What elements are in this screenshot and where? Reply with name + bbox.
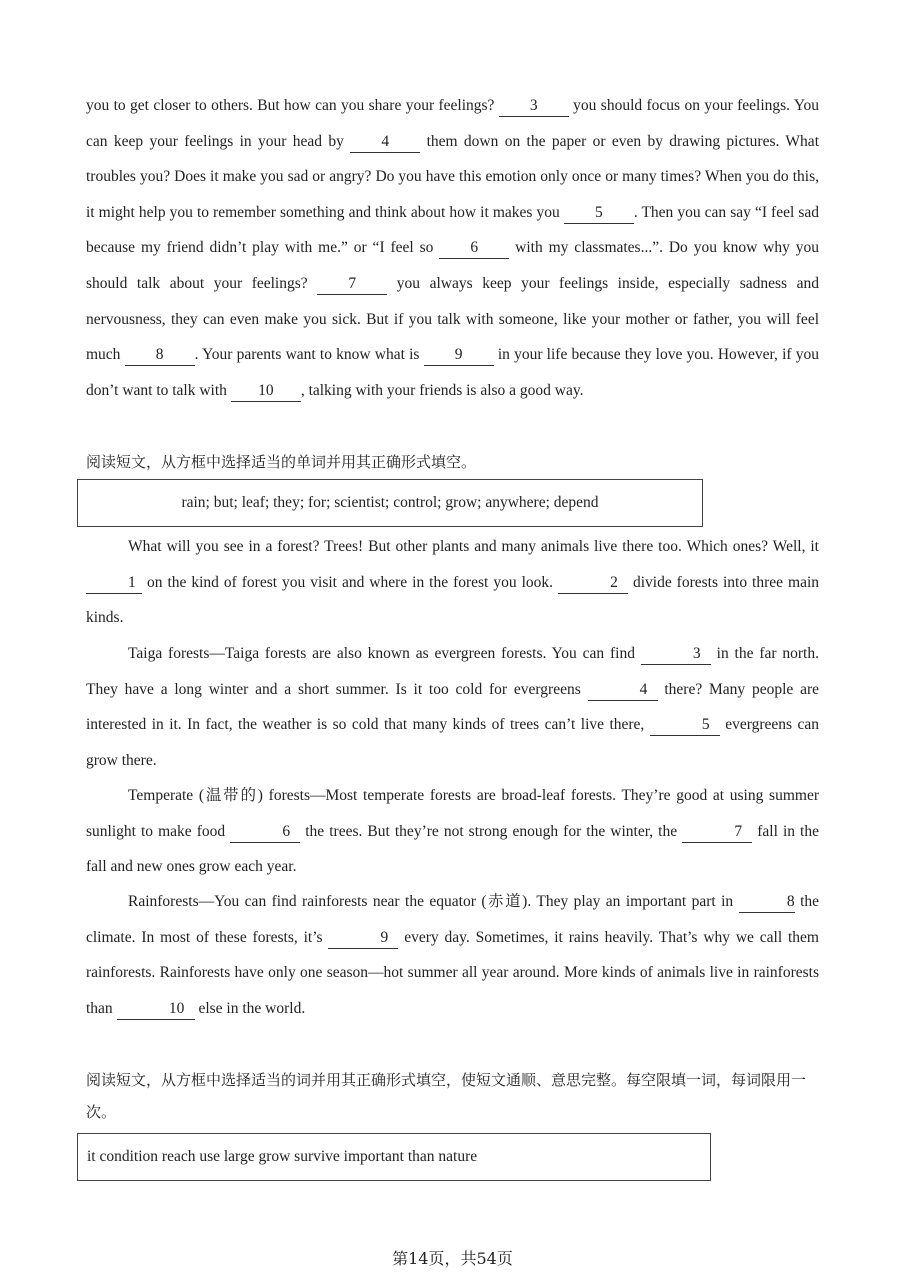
blank-7: 7 (682, 822, 752, 843)
blank-4: 4 (350, 132, 420, 153)
text-run: on the kind of forest you visit and where in the forest you look. (142, 573, 558, 591)
blank-9: 9 (328, 928, 398, 949)
text-run: you should focus on your feelings. You can keep your feelings in your head by (86, 97, 819, 150)
blank-8: 8 (739, 892, 795, 913)
text-run: . Then you can say “I feel sad because my friend didn’t play with me.” or “I feel so (86, 203, 820, 257)
text-run: Temperate (温带的) forests—Most temperate forests are broad-leaf forests. They’re good at using summer sunlight to make food (86, 787, 819, 840)
forest-paragraph-1 (86, 529, 819, 636)
blank-6: 6 (230, 822, 300, 843)
word-box-2-text: it condition reach use large grow survive important than nature (87, 1148, 478, 1165)
blank-9: 9 (424, 345, 494, 366)
text-run: with my classmates...”. Do you know why you should talk about your feelings? (86, 239, 819, 292)
text-run: you always keep your feelings inside, especially sadness and nervousness, they can even make you sick. But if you talk with someone, like your mother or father, you will feel much (86, 274, 819, 364)
blank-5: 5 (564, 203, 634, 224)
forest-paragraph-4 (86, 884, 819, 1026)
blank-3: 3 (499, 96, 569, 117)
blank-10: 10 (117, 999, 195, 1020)
text-run: in the far north. They have a long winter and a short summer. Is it too cold for evergreens (86, 645, 819, 698)
word-box-1-text: rain; but; leaf; they; for; scientist; control; grow; anywhere; depend (181, 494, 599, 511)
text-run: in your life because they love you. However, if you don’t want to talk with (86, 346, 820, 399)
blank-1: 1 (86, 573, 142, 594)
text-run: Taiga forests—Taiga forests are also known as evergreen forests. You can find (128, 645, 641, 662)
blank-3: 3 (641, 644, 711, 665)
passage-top (86, 88, 819, 408)
text-run: the trees. But they’re not strong enough for the winter, the (300, 822, 683, 840)
forest-paragraph-2 (86, 636, 819, 778)
text-run: . Your parents want to know what is (194, 346, 424, 364)
section3-instruction: 阅读短文，从方框中选择适当的词并用其正确形式填空，使短文通顺、意思完整。每空限填一词，每词限用一次。 (86, 1071, 807, 1121)
blank-5: 5 (650, 715, 720, 736)
text-run: divide forests into three main kinds. (86, 573, 820, 627)
word-box-2 (77, 1133, 711, 1181)
blank-7: 7 (317, 274, 387, 295)
page-number: 第14页，共54页 (392, 1249, 513, 1268)
blank-2: 2 (558, 573, 628, 594)
text-run: fall in the fall and new ones grow each year. (86, 822, 819, 876)
text-run: every day. Sometimes, it rains heavily. That’s why we call them rainforests. Rainforests have only one season—hot summer all year around. More kinds of animals live in rainforests than (86, 928, 819, 1017)
text-run: there? Many people are interested in it. In fact, the weather is so cold that many kinds of trees can’t live there, (86, 680, 819, 734)
text-run: them down on the paper or even by drawing pictures. What troubles you? Does it make you sad or angry? Do you have this emotion only once or many times? When you do this, it might help you to remember something and think about how it makes you (86, 132, 819, 221)
text-run: evergreens can grow there. (86, 716, 819, 769)
text-run: the climate. In most of these forests, it’s (86, 893, 820, 946)
forest-paragraph-3 (86, 778, 819, 885)
blank-10: 10 (231, 381, 301, 402)
text-run: What will you see in a forest? Trees! But other plants and many animals live there too. Which ones? Well, it (128, 538, 819, 555)
section2-instruction: 阅读短文，从方框中选择适当的单词并用其正确形式填空。 (86, 453, 477, 471)
text-run: you to get closer to others. But how can you share your feelings? (86, 97, 499, 114)
text-run: else in the world. (194, 999, 306, 1017)
word-box-1 (77, 479, 703, 527)
blank-8: 8 (125, 345, 195, 366)
blank-6: 6 (439, 238, 509, 259)
blank-4: 4 (588, 680, 658, 701)
text-run: Rainforests—You can find rainforests near the equator (赤道). They play an important part in (128, 893, 739, 910)
text-run: , talking with your friends is also a good way. (300, 381, 584, 399)
